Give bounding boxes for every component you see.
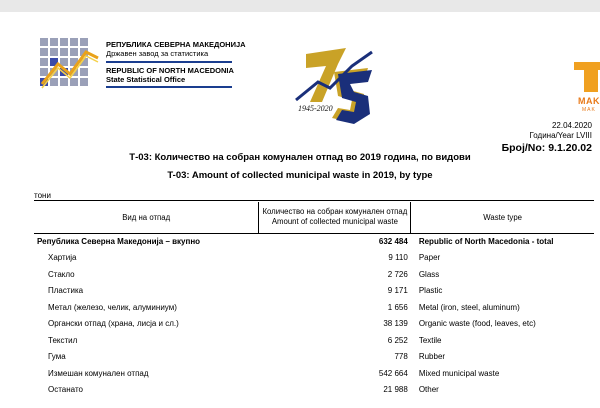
row-label-en: Organic waste (food, leaves, etc) (418, 319, 536, 329)
row-value: 1 656 (387, 302, 408, 312)
org-name-mk: РЕПУБЛИКА СЕВЕРНА МАКЕДОНИЈА (106, 40, 246, 49)
release-number: Број/No: 9.1.20.02 (501, 142, 592, 154)
total-value: 632 484 (378, 237, 408, 246)
col-header-type-en: Waste type (411, 202, 594, 233)
table-top-rule (34, 200, 594, 201)
row-value: 21 988 (383, 385, 408, 395)
release-year: Година/Year LVIII (529, 131, 592, 140)
row-value: 542 664 (378, 368, 408, 378)
total-label-mk: Република Северна Македонија – вкупно (37, 237, 201, 246)
row-value: 6 252 (387, 335, 408, 345)
col-header-amount-mk: Количество на собран комунален отпад (262, 207, 408, 217)
table-title-mk: Т-03: Количество на собран комунален отпад во 2019 година, по видови (129, 152, 471, 163)
row-label-mk: Останато (48, 385, 83, 395)
row-value: 778 (394, 352, 408, 362)
table-header-row (34, 202, 594, 233)
total-label-en: Republic of North Macedonia - total (418, 237, 554, 246)
waste-table (34, 202, 594, 398)
table-title-en: T-03: Amount of collected municipal waste in 2019, by type (167, 170, 433, 181)
table-row (34, 299, 594, 316)
row-value: 2 726 (387, 269, 408, 279)
row-label-mk: Пластика (48, 286, 84, 296)
table-row (34, 382, 594, 399)
table-row (34, 250, 594, 267)
viewer-background (0, 0, 600, 12)
row-label-en: Plastic (418, 286, 443, 296)
state-statistical-office-logo (40, 38, 100, 94)
table-row (34, 365, 594, 382)
table-row (34, 266, 594, 283)
org-divider-bottom (106, 86, 232, 88)
row-label-mk: Стакло (48, 269, 75, 279)
release-info (502, 121, 592, 155)
unit-label: тони (34, 191, 51, 200)
table-row (34, 332, 594, 349)
row-label-en: Other (418, 385, 439, 395)
row-label-en: Mixed municipal waste (418, 368, 500, 378)
row-label-en: Glass (418, 269, 440, 279)
org-divider (106, 61, 232, 63)
row-label-mk: Измешан комунален отпад (48, 368, 149, 378)
row-label-en: Paper (418, 253, 441, 263)
table-row (34, 283, 594, 300)
organization-name-block (106, 40, 246, 91)
row-label-en: Rubber (418, 352, 446, 362)
partner-logo-text: MAK (578, 96, 600, 106)
row-label-mk: Текстил (48, 335, 78, 345)
table-row (34, 349, 594, 366)
partner-logo-subtext: MAK (582, 107, 596, 113)
row-label-mk: Органски отпад (храна, лисја и сл.) (48, 319, 179, 329)
org-subtitle-mk: Државен завод за статистика (106, 49, 209, 58)
row-label-en: Metal (iron, steel, aluminum) (418, 302, 520, 312)
col-header-amount (259, 202, 411, 233)
table-row-total (34, 233, 594, 250)
col-header-type-mk: Вид на отпад (34, 202, 259, 233)
row-label-en: Textile (418, 335, 442, 345)
org-name-en: REPUBLIC OF NORTH MACEDONIA (106, 66, 234, 75)
row-label-mk: Хартија (48, 253, 77, 263)
org-subtitle-en: State Statistical Office (106, 75, 186, 84)
col-header-amount-en: Amount of collected municipal waste (271, 217, 398, 227)
row-value: 9 171 (387, 286, 408, 296)
anniversary-years: 1945-2020 (298, 104, 333, 113)
table-row (34, 316, 594, 333)
row-value: 9 110 (388, 253, 408, 263)
release-date: 22.04.2020 (551, 121, 592, 130)
row-label-mk: Метал (железо, челик, алуминиум) (48, 302, 177, 312)
row-label-mk: Гума (48, 352, 66, 362)
row-value: 38 139 (383, 319, 408, 329)
